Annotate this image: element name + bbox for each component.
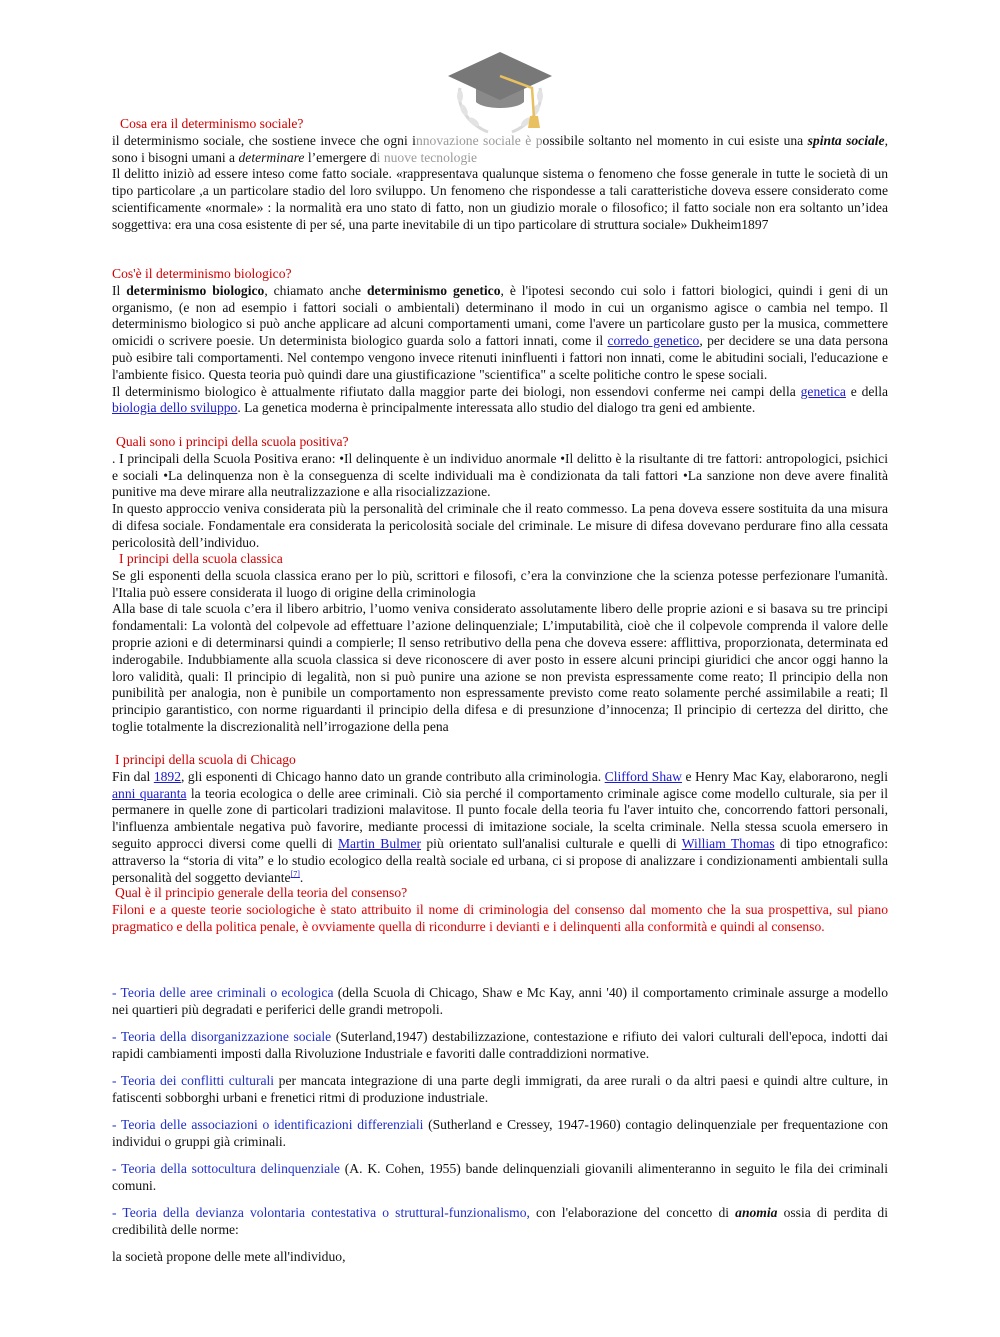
theory-item: - Teoria delle aree criminali o ecologica (della Scuola di Chicago, Shaw e Mc Kay, anni '40) il comportamento criminale assurge a modello nei quartieri più degradati e periferici delle grandi metropoli.	[112, 985, 888, 1017]
heading-teoria-consenso: Qual è il principio generale della teoria del consenso?	[115, 885, 408, 900]
link-clifford-shaw[interactable]: Clifford Shaw	[604, 768, 682, 784]
paragraph: In questo approccio veniva considerata più la personalità del criminale che il reato commesso. La pena doveva essere sostituita da una misura di difesa sociale. Fondamentale era considerata la pericolosità sociale del criminale. Le misure di difesa dovevano perdurare fino alla cessata pericolosità dell’individuo.	[112, 501, 888, 550]
footnote-ref[interactable]: [7]	[290, 869, 300, 879]
link-1892[interactable]: 1892	[153, 768, 181, 784]
theory-item: - Teoria dei conflitti culturali per mancata integrazione di una parte degli immigrati, da aree rurali o da altri paesi e quindi altre culture, in fatiscenti sobborghi urbani e frenetici ritmi di produzione industriale.	[112, 1073, 888, 1105]
theory-label: - Teoria dei conflitti culturali	[112, 1073, 275, 1088]
paragraph: Il determinismo biologico è attualmente rifiutato dalla maggior parte dei biologi, non essendovi conferme nei campi della genetica e della biologia dello sviluppo. La genetica moderna è principalmente interessata allo studio del dialogo tra geni ed ambiente.	[112, 383, 889, 416]
link-anni-quaranta[interactable]: anni quaranta	[112, 785, 187, 801]
link-genetica[interactable]: genetica	[800, 383, 846, 399]
section-teoria-consenso	[112, 885, 888, 935]
paragraph: il determinismo sociale, che sostiene invece che ogni innovazione sociale è possibile soltanto nel momento in cui esiste una spinta sociale, sono i bisogni umani a determinare l’emergere di nuove tecnologie	[112, 132, 888, 165]
paragraph: Fin dal 1892, gli esponenti di Chicago hanno dato un grande contributo alla criminologia. Clifford Shaw e Henry Mac Kay, elaborarono, negli anni quaranta la teoria ecologica o delle aree criminali. Ciò sia perché il comportamento criminale agisce come modello culturale, sia per il permanere in quelle zone di particolari tradizioni malavitose. Il punto focale della teoria fu l'aver intuito che, concorrendo fattori personali, l'influenza ambientale negativa può favorire, mediante processi di imitazione sociale, la scelta criminale. Nella stessa scuola emersero in seguito approcci diversi come quelli di Martin Bulmer più orientato sull'analisi culturale e quelli di William Thomas di tipo etnografico: attraverso la “storia di vita” e lo studio ecologico della realtà sociale ed urbana, ci si propose di analizzare i condizionamenti ambientali sulla personalità del soggetto deviante[7].	[112, 768, 888, 885]
link-biologia-dello-sviluppo[interactable]: biologia dello sviluppo	[112, 400, 238, 416]
paragraph: . I principali della Scuola Positiva erano: •Il delinquente è un individuo anormale •Il delitto è la risultante di tre fattori: antropologici, psichici e sociali •La delinquenza non è la conseguenza di scelte individuali ma è condizionata da tali fattori •La sanzione non deve avere finalità punitive ma deve mirare alla neutralizzazione e alla risocializzazione.	[112, 450, 888, 500]
paragraph: Se gli esponenti della scuola classica erano per lo più, scrittori e filosofi, c’era la convinzione che la scienza potesse perfezionare l'umanità. l'Italia può essere considerata il luogo di origine della criminologia	[112, 567, 888, 600]
theory-label: - Teoria delle aree criminali o ecologica	[112, 985, 334, 1000]
theory-label: - Teoria della sottocultura delinquenziale	[112, 1161, 340, 1176]
paragraph: Alla base di tale scuola c’era il libero arbitrio, l’uomo veniva considerato assolutamente libero delle proprie azioni e si basava su tre principi fondamentali: La volontà del colpevole ad effettuare l’azione delinquenziale; L’imputabilità, cioè che il colpevole comprenda il valore delle proprie azioni e di determinarsi quindi a compierle; Il senso retributivo della pena che doveva essere: afflittiva, proporzionata, determinata ed inderogabile. Indubbiamente alla scuola classica si deve riconoscere di aver posto in essere alcuni principi giuridici che ancor oggi hanno la loro validità, quali: Il principio di legalità, non si può punire una azione se non prevista espressamente come reato; Il principio della non punibilità per analogia, non è punibile un comportamento non espressamente previsto come reato solamente perché assimilabile a reati; Il principio garantistico, con norme riguardanti il principio della difesa e di presunzione d’innocenza; Il principio di certezza del diritto, che toglie totalmente la discrezionalità nell’irrogazione della pena	[112, 601, 888, 734]
theory-item: - Teoria della sottocultura delinquenziale (A. K. Cohen, 1955) bande delinquenziali giovanili alimenteranno in seguito le fila dei criminali comuni.	[112, 1161, 888, 1193]
theory-item: - Teoria della devianza volontaria contestativa o struttural-funzionalismo, con l'elaborazione del concetto di anomia ossia di perdita di credibilità delle norme:	[112, 1205, 889, 1237]
section-scuola-classica	[112, 551, 888, 736]
link-william-thomas[interactable]: William Thomas	[681, 835, 775, 851]
last-line: la società propone delle mete all'individuo,	[112, 1249, 346, 1264]
theory-item: - Teoria della disorganizzazione sociale (Suterland,1947) destabilizzazione, contestazione e rifiuto dei valori culturali dell'epoca, indotti dai rapidi cambiamenti imposti dalla Rivoluzione Industriale e favoriti dalle contraddizioni normative.	[112, 1029, 888, 1061]
theory-label: - Teoria della disorganizzazione sociale	[112, 1029, 332, 1044]
section-scuola-chicago	[112, 752, 888, 886]
section-determinismo-biologico	[112, 266, 888, 417]
heading-scuola-positiva: Quali sono i principi della scuola positiva?	[116, 434, 349, 449]
heading-scuola-chicago: I principi della scuola di Chicago	[115, 752, 296, 767]
theory-label: - Teoria delle associazioni o identificazioni differenziali	[112, 1117, 424, 1132]
paragraph: Filoni e a queste teorie sociologiche è stato attribuito il nome di criminologia del consenso dal momento che la sua prospettiva, sul piano pragmatico e della politica penale, è ovviamente quella di ricondurre i devianti e i delinquenti alla conformità e quindi al consenso.	[112, 901, 888, 934]
paragraph: Il determinismo biologico, chiamato anche determinismo genetico, è l'ipotesi secondo cui solo i fattori biologici, quindi i geni di un organismo, (e non ad esempio i fattori sociali o ambientali) determinano il modo in cui un organismo agisce o cambia nel tempo. Il determinismo biologico si può anche applicare ad alcuni comportamenti umani, come l'avere un particolare gusto per la musica, commettere omicidi o scrivere poesie. Un determinista biologico guarda solo a fattori innati, come il corredo genetico, per decidere se una data persona può esibire tali comportamenti. Nel contempo vengono invece ritenuti ininfluenti i fattori non innati, come le abitudini sociali, l'educazione e l'ambiente fisico. Questa teoria può quindi dare una giustificazione "scientifica" a scelte politiche contro le spese sociali.	[112, 282, 888, 382]
section-determinismo-sociale	[112, 116, 888, 234]
heading-determinismo-sociale: Cosa era il determinismo sociale?	[120, 116, 304, 131]
heading-determinismo-biologico: Cos'è il determinismo biologico?	[112, 266, 292, 281]
paragraph: Il delitto iniziò ad essere inteso come fatto sociale. «rappresentava qualunque sistema o fenomeno che fosse generale in tutte le società di un tipo particolare ,a un particolare stadio del loro sviluppo. Un fenomeno che rispondesse a tali caratteristiche doveva essere considerato come scientificamente «normale» : la normalità era uno stato di fatto, non un giudizio morale o filosofico; il fatto sociale non era soltanto un’idea soggettiva: era una cosa esistente di per sé, una parte inevitabile di un tipo particolare di struttura sociale» Dukheim1897	[112, 166, 888, 232]
section-scuola-positiva	[112, 434, 888, 552]
theory-item: - Teoria delle associazioni o identificazioni differenziali (Sutherland e Cressey, 1947-1960) contagio delinquenziale per frequentazione con individui o gruppi già criminali.	[112, 1117, 888, 1149]
theory-label: - Teoria della devianza volontaria contestativa o struttural-funzionalismo,	[112, 1205, 530, 1220]
link-corredo-genetico[interactable]: corredo genetico	[607, 333, 700, 349]
link-martin-bulmer[interactable]: Martin Bulmer	[337, 835, 422, 851]
heading-scuola-classica: I principi della scuola classica	[119, 551, 283, 566]
